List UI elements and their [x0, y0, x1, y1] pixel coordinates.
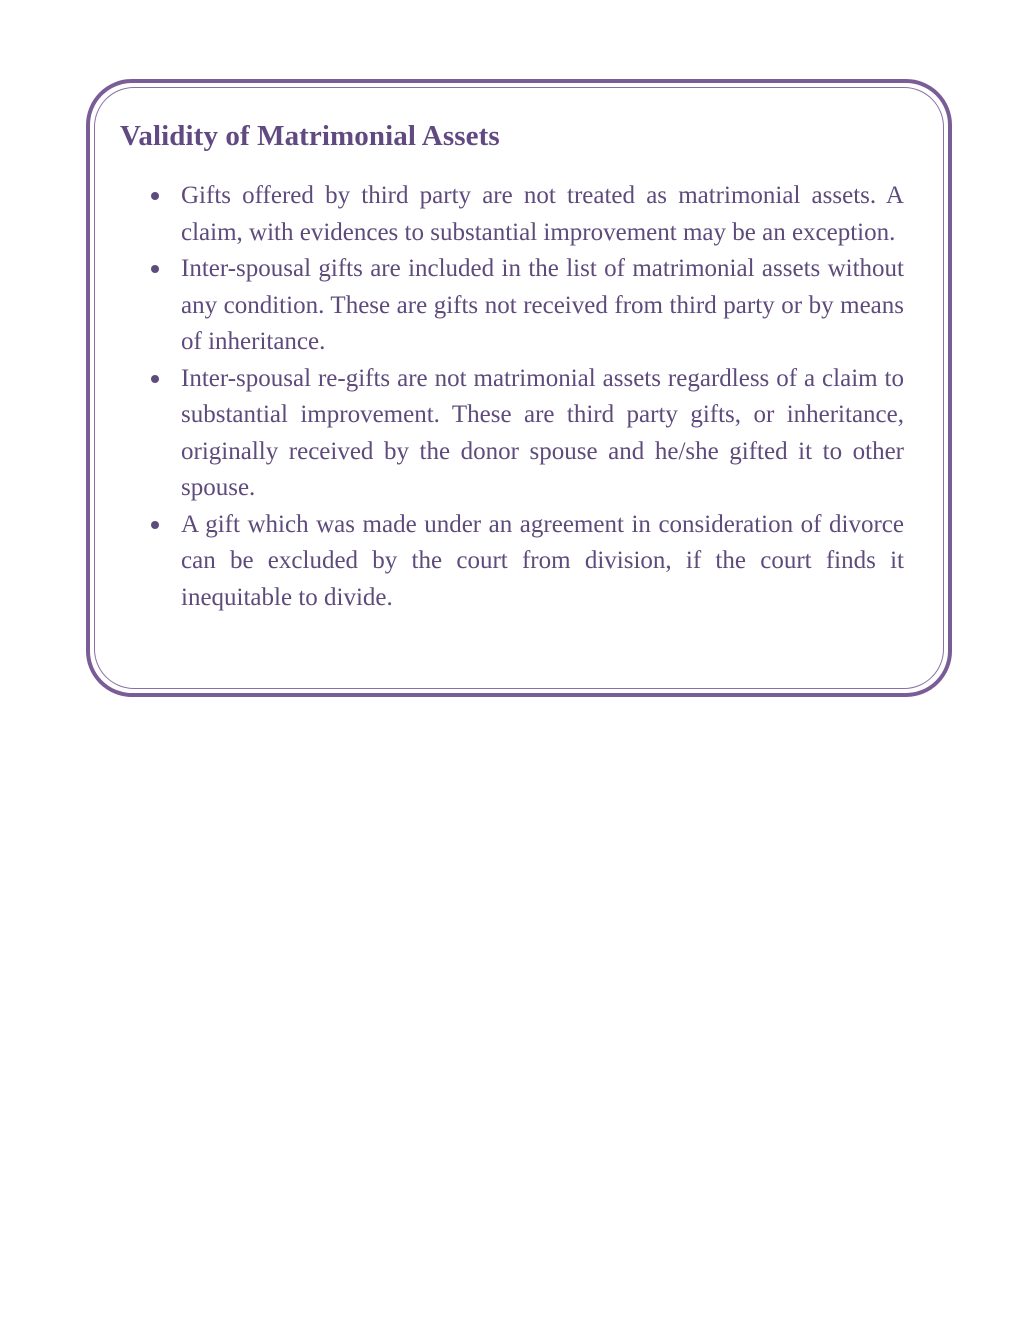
list-item [148, 251, 904, 361]
section-title: Validity of Matrimonial Assets [120, 120, 500, 152]
list-item-text: A gift which was made under an agreement in consideration of divorce can be excluded by the court from division, if the court finds it inequitable to divide. [181, 510, 904, 611]
list-item-text: Gifts offered by third party are not treated as matrimonial assets. A claim, with evidences to substantial improvement may be an exception. [181, 182, 904, 246]
list-item [148, 507, 904, 617]
list-item-text: Inter-spousal re-gifts are not matrimonial assets regardless of a claim to substantial improvement. These are third party gifts, or inheritance, originally received by the donor spouse and he/she gifted it to other spouse. [181, 364, 904, 501]
bullet-list [148, 178, 904, 616]
bullet-icon [151, 375, 159, 383]
bullet-icon [151, 521, 159, 529]
list-item [148, 361, 904, 507]
bullet-icon [151, 192, 159, 200]
bullet-icon [151, 265, 159, 273]
list-item-text: Inter-spousal gifts are included in the list of matrimonial assets without any condition. These are gifts not received from third party or by means of inheritance. [181, 255, 904, 355]
list-item [148, 178, 904, 251]
